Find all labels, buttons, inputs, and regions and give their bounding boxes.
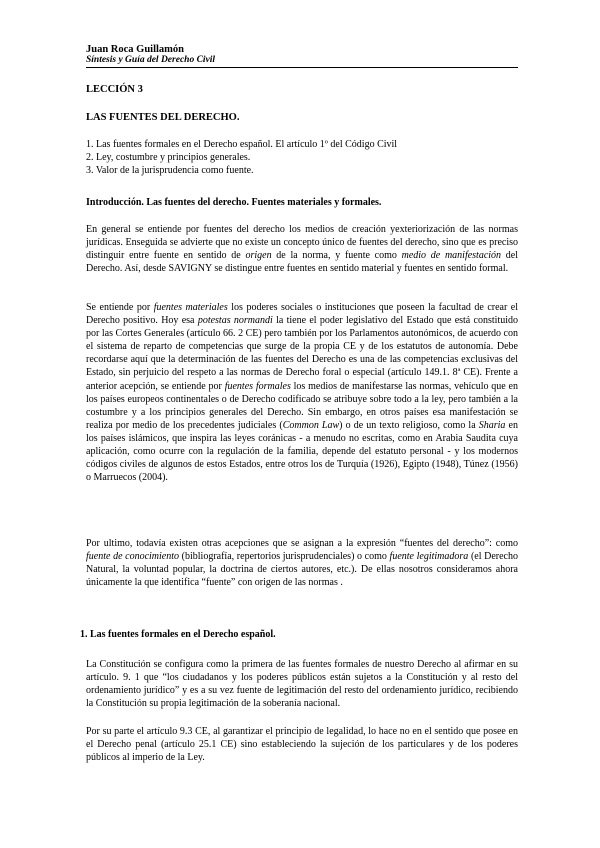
toc-item: 3. Valor de la jurisprudencia como fuente. xyxy=(86,165,254,176)
lesson-topic: LAS FUENTES DEL DERECHO. xyxy=(86,112,240,123)
italic-term: Sharia xyxy=(478,419,506,431)
intro-heading: Introducción. Las fuentes del derecho. Fuentes materiales y formales. xyxy=(86,197,382,208)
table-of-contents xyxy=(86,138,518,177)
toc-item: 2. Ley, costumbre y principios generales. xyxy=(86,152,251,163)
section-1-heading: 1. Las fuentes formales en el Derecho español. xyxy=(80,629,276,640)
text-run: en los países islámicos, que inspira las leyes coránicas - a menudo no escritas, como en Arabia Saudita cuya aplicación, como ocurre con la regulación de la familia, depende del estatuto personal - y los modernos códigos civiles de algunos de estos Estados, entre otros los de Turquía (1926), Egipto (1948), Túnez (1956) o Marruecos (2004). xyxy=(86,419,518,484)
italic-term: fuente de conocimiento xyxy=(86,551,180,563)
text-run: (bibliografía, repertorios jurisprudenciales) o como xyxy=(179,551,390,563)
italic-term: fuentes formales xyxy=(224,380,291,392)
text-run: de la norma, y fuente como xyxy=(271,250,402,262)
lesson-title: LECCIÓN 3 xyxy=(86,84,143,95)
paragraph-constitution: La Constitución se configura como la primera de las fuentes formales de nuestro Derecho al afirmar en su artículo. 9. 1 que “los ciudadanos y los poderes públicos están sujetos a la Constitución y al resto del ordenamiento jurídico” y es a su vez fuente de legitimación del resto del ordenamiento jurídico, recibiendo la Constitución su propia legitimación de la soberanía nacional. xyxy=(86,659,518,710)
paragraph-other-meanings xyxy=(86,537,518,589)
header-author: Juan Roca Guillamón xyxy=(86,44,185,55)
text-run: del Derecho. Así, desde SAVIGNY se distingue entre fuentes en sentido material y fuentes en sentido formal. xyxy=(86,250,519,275)
text-run: Por ultimo, todavía existen otras acepciones que se asignan a la expresión “fuentes del derecho”: como xyxy=(86,538,518,549)
text-run: los medios de manifestarse las normas, vehículo que en los países europeos continentales o de Derecho codificado se atribuye sobre todo a la ley, pero también a la costumbre y a los principios generales del Derecho. Sin embargo, en otros países esa manifestación se realiza por medio de los precedentes judiciales ( xyxy=(86,380,518,431)
italic-term: Common Law xyxy=(282,419,340,431)
italic-term: origen xyxy=(245,250,272,262)
paragraph-article-9-3: Por su parte el artículo 9.3 CE, al garantizar el principio de legalidad, lo hace no en el sentido que posee en el Derecho penal (artículo 25.1 CE) sino estableciendo la sujeción de los particulares y de los poderes públicos al imperio de la Ley. xyxy=(86,726,518,764)
italic-term: fuentes materiales xyxy=(153,302,228,313)
paragraph-sources-definition xyxy=(86,223,518,275)
text-run: los poderes sociales o instituciones que poseen la facultad de crear el Derecho positivo. Hoy esa xyxy=(86,302,519,327)
italic-term: potestas normandi xyxy=(197,315,273,327)
paragraph-material-formal-sources xyxy=(86,301,518,484)
text-run: (el Derecho Natural, la voluntad popular, la doctrina de ciertos autores, etc.). De ellas nosotros consideramos ahora únicamente la que identifica “fuente” con origen de las normas . xyxy=(86,551,518,589)
header-subtitle: Síntesis y Guía del Derecho Civil xyxy=(86,55,216,65)
text-run: Se entiende por xyxy=(86,302,154,313)
toc-item: 1. Las fuentes formales en el Derecho español. El artículo 1º del Código Civil xyxy=(86,139,398,150)
italic-term: fuente legitimadora xyxy=(389,551,469,563)
header-rule xyxy=(86,67,518,68)
text-run: En general se entiende por fuentes del derecho los medios de creación yexteriorización de las normas jurídicas. Enseguida se advierte que no existe un concepto único de fuentes del derecho, sino que es preciso distinguir entre fuente en sentido de xyxy=(86,224,518,262)
text-run: la tiene el poder legislativo del Estado que está constituido por las Cortes Generales (artículo 66. 2 CE) pero también por los Parlamentos autonómicos, de acuerdo con el sistema de reparto de competencias que surge de la propia CE y de los estatutos de autonomía. Debe recordarse aquí que la determinación de las fuentes del Derecho es una de las competencias exclusivas del Estado, sin perjuicio del respeto a las normas de Derecho foral o especial (artículo 149.1. 8ª CE). Frente a anterior acepción, se entiende por xyxy=(86,315,518,392)
text-run: ) o de un texto religioso, como la xyxy=(339,419,479,431)
italic-term: medio de manifestación xyxy=(401,250,502,262)
